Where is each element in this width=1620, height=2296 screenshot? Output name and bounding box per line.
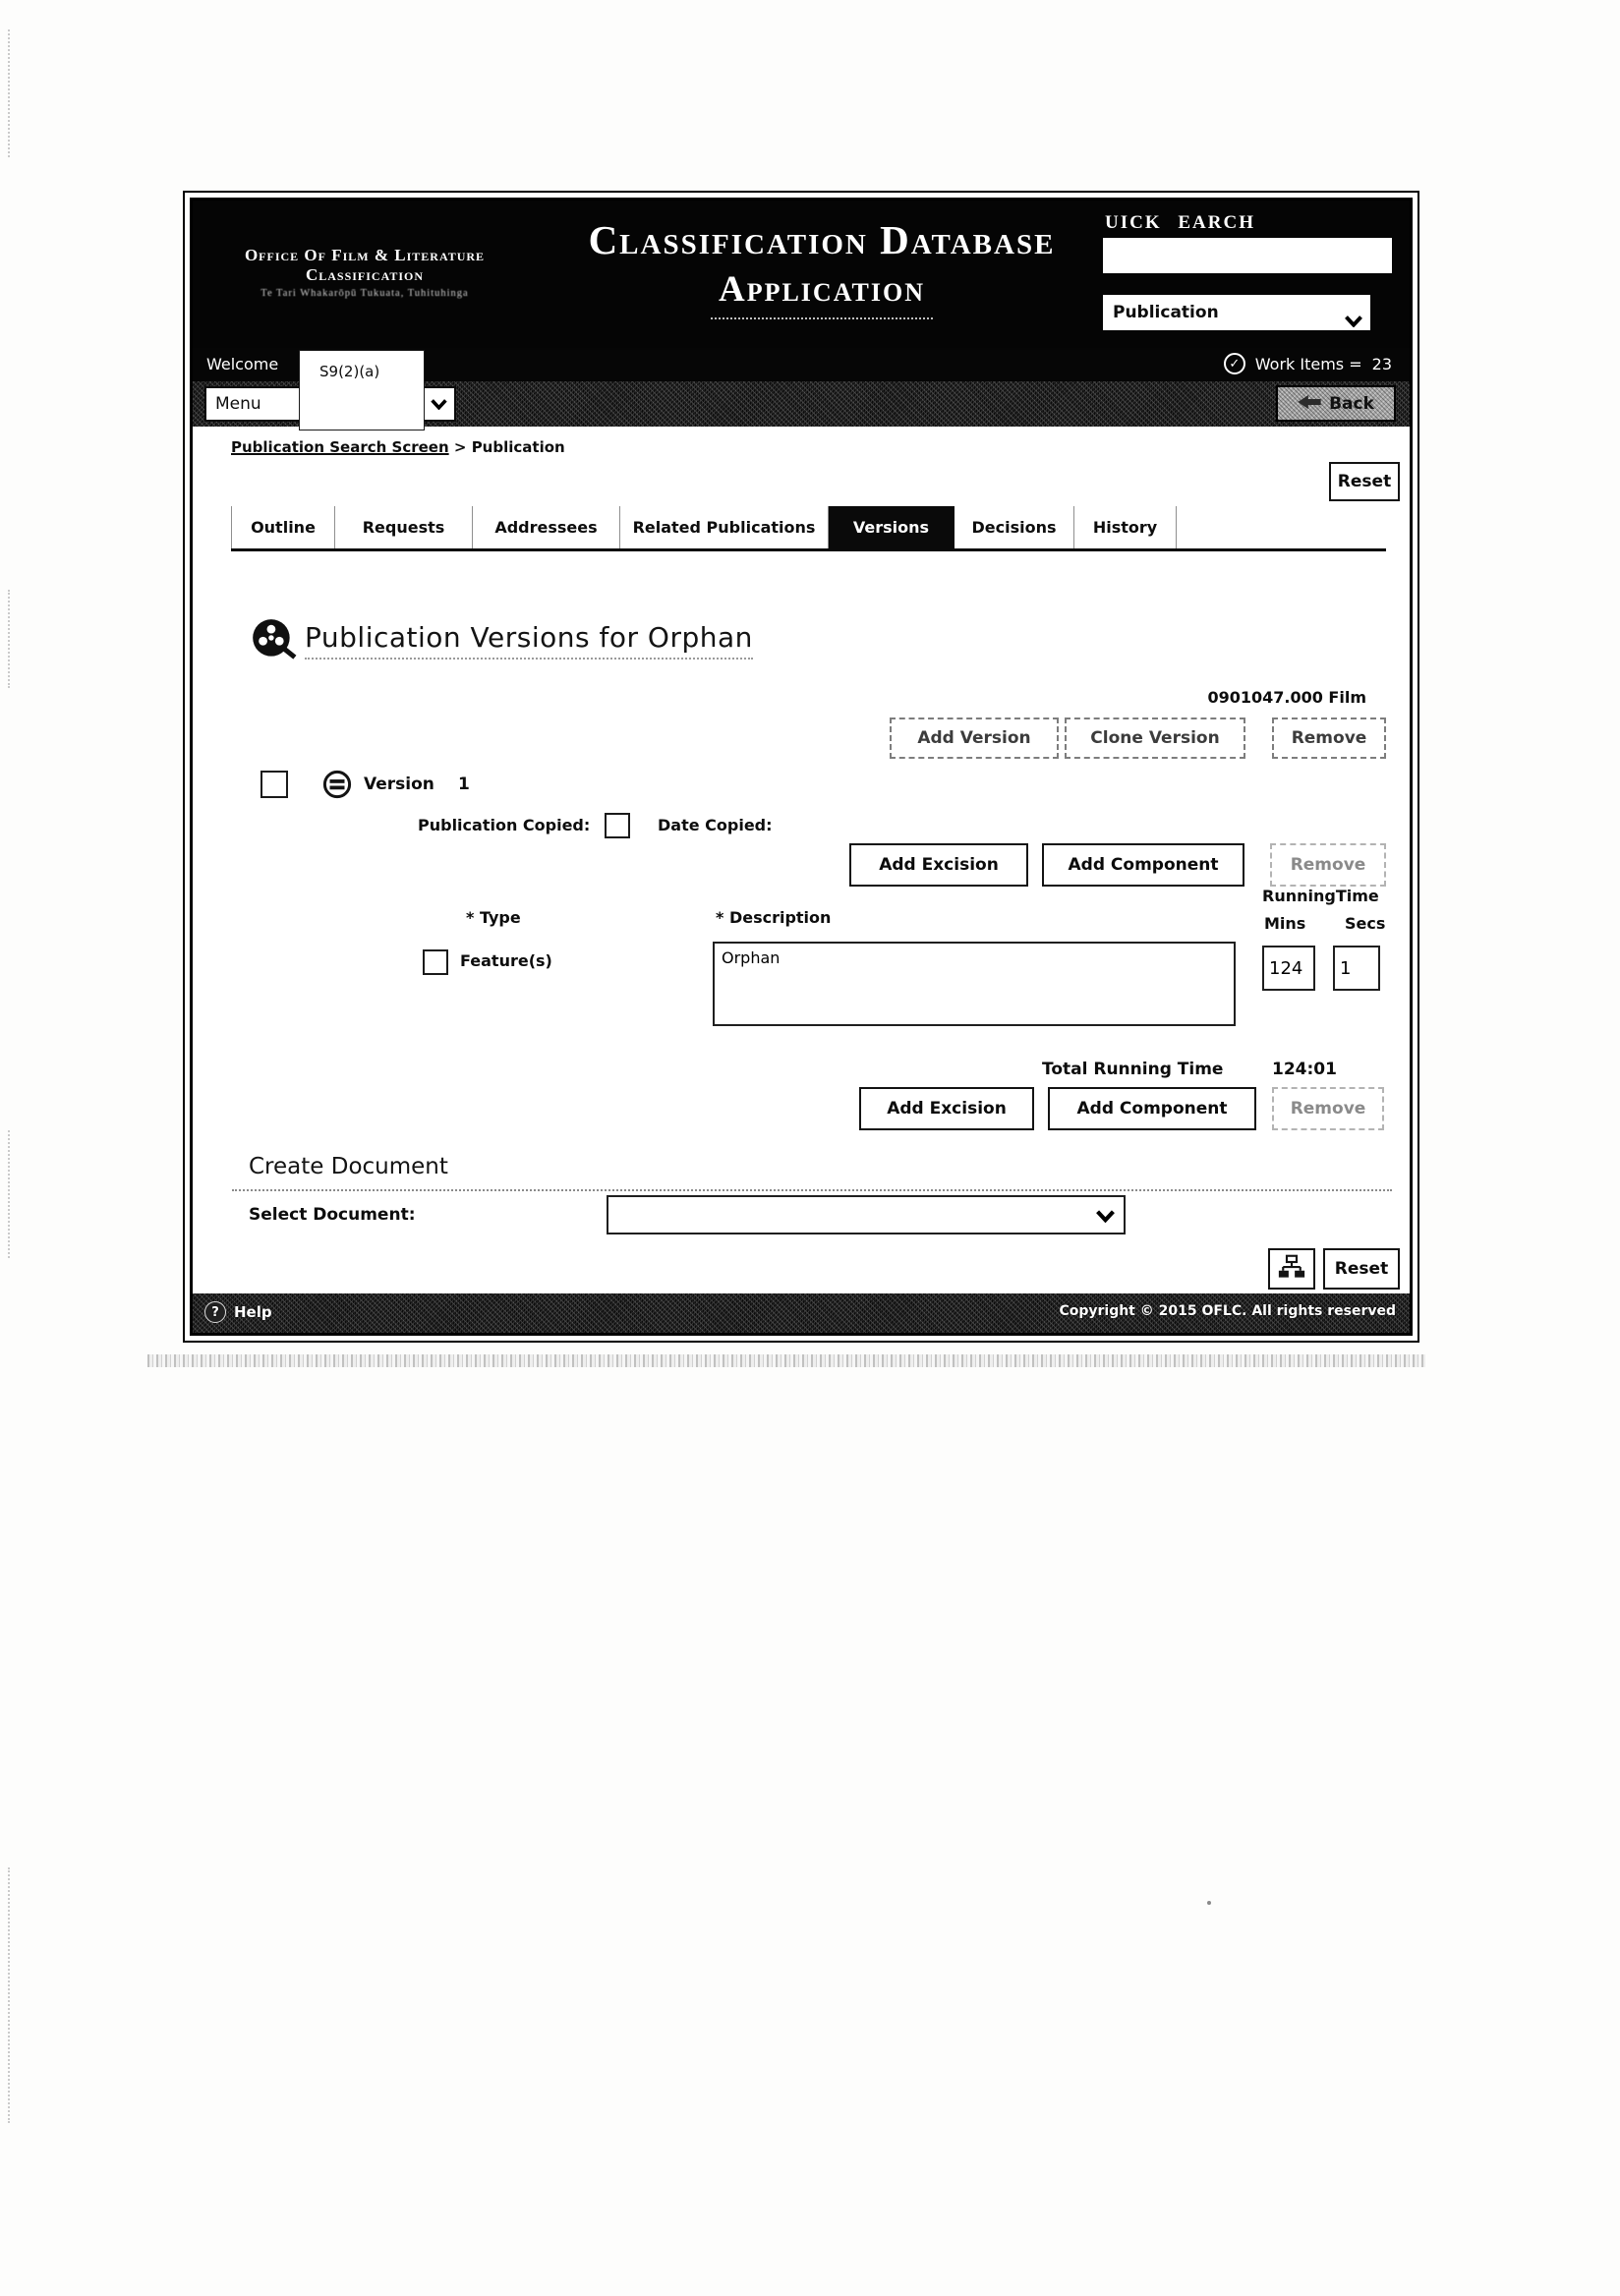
help-button[interactable] — [204, 1301, 272, 1323]
tab-decisions[interactable]: Decisions — [955, 506, 1074, 548]
tab-history[interactable]: History — [1074, 506, 1177, 548]
tab-bar — [231, 506, 1177, 548]
total-running-time-label: Total Running Time — [1042, 1060, 1224, 1079]
redaction-label: S9(2)(a) — [319, 363, 380, 380]
chevron-down-icon — [421, 388, 454, 420]
select-document-dropdown[interactable] — [607, 1195, 1126, 1234]
breadcrumb-separator: > — [453, 438, 467, 456]
chevron-down-icon — [1096, 1208, 1115, 1227]
quick-search-panel — [1103, 210, 1390, 330]
welcome-bar — [193, 348, 1410, 381]
mins-input[interactable] — [1262, 946, 1315, 991]
section-divider — [232, 1189, 1392, 1191]
description-textarea[interactable] — [713, 942, 1236, 1026]
type-column-header: * Type — [466, 908, 521, 927]
create-document-heading: Create Document — [249, 1154, 448, 1179]
back-button-label: Back — [1329, 393, 1374, 414]
add-excision-button[interactable]: Add Excision — [849, 843, 1028, 887]
work-items-label: Work Items = — [1254, 354, 1362, 373]
reset-button-top[interactable]: Reset — [1329, 462, 1400, 501]
remove-component-button: Remove — [1270, 843, 1386, 887]
feature-type-label: Feature(s) — [460, 951, 552, 970]
work-items-count: 23 — [1371, 354, 1392, 373]
help-icon: ? — [204, 1301, 226, 1323]
app-footer — [193, 1293, 1410, 1333]
breadcrumb-link-publication-search[interactable]: Publication Search Screen — [231, 438, 449, 456]
org-chart-icon — [1277, 1254, 1306, 1284]
tab-requests[interactable]: Requests — [335, 506, 473, 548]
org-subtitle: Te Tari Whakarōpū Tukuata, Tuhituhinga — [260, 288, 469, 299]
quick-search-category-value: Publication — [1113, 303, 1219, 322]
application-window — [183, 191, 1419, 1343]
tab-underline — [231, 548, 1386, 551]
film-reel-icon — [249, 615, 298, 668]
org-name-line2: Classification — [305, 265, 425, 284]
version-number: 1 — [458, 775, 470, 794]
scan-artifact-line — [8, 1867, 10, 2123]
welcome-label: Welcome — [206, 355, 279, 373]
tab-outline[interactable]: Outline — [231, 506, 335, 548]
app-title-line2: Application — [711, 265, 933, 319]
back-button[interactable] — [1276, 385, 1396, 422]
feature-type-checkbox[interactable] — [423, 949, 448, 975]
chevron-down-icon — [1345, 305, 1362, 340]
date-copied-label: Date Copied: — [658, 816, 773, 834]
secs-header: Secs — [1345, 914, 1386, 933]
remove-button-bottom: Remove — [1272, 1087, 1384, 1130]
check-circle-icon: ✓ — [1224, 353, 1245, 374]
running-time-header: RunningTime — [1262, 887, 1379, 905]
add-excision-button-bottom[interactable]: Add Excision — [859, 1087, 1034, 1130]
select-document-label: Select Document: — [249, 1205, 416, 1225]
scan-artifact-line — [8, 29, 10, 157]
quick-search-category-select[interactable] — [1103, 295, 1370, 330]
menu-dropdown-value: Menu — [215, 394, 261, 414]
copyright-text: Copyright © 2015 OFLC. All rights reserved — [1059, 1303, 1396, 1319]
scan-artifact-line — [8, 590, 10, 688]
publication-copied-label: Publication Copied: — [418, 816, 591, 834]
app-title-line1: Classification Database — [588, 217, 1056, 262]
publication-copied-checkbox[interactable] — [605, 813, 630, 838]
publication-reference: 0901047.000 Film — [1207, 688, 1366, 707]
quick-search-input[interactable] — [1103, 238, 1392, 273]
redacted-username — [299, 350, 425, 430]
tab-addressees[interactable]: Addressees — [473, 506, 620, 548]
reset-button-bottom[interactable]: Reset — [1323, 1248, 1400, 1290]
breadcrumb-current: Publication — [471, 438, 565, 456]
collapse-circle-icon[interactable] — [322, 770, 352, 803]
add-component-button[interactable]: Add Component — [1042, 843, 1244, 887]
scan-artifact-dot — [1207, 1901, 1211, 1905]
add-version-button[interactable]: Add Version — [890, 718, 1059, 759]
application-frame — [190, 198, 1413, 1336]
app-header — [193, 201, 1410, 348]
clone-version-button[interactable]: Clone Version — [1065, 718, 1245, 759]
total-running-time-value: 124:01 — [1272, 1060, 1337, 1079]
help-label: Help — [234, 1303, 272, 1321]
quick-search-label: UICK EARCH — [1105, 212, 1255, 233]
scan-artifact-smudge — [147, 1354, 1425, 1367]
content-area — [193, 427, 1410, 1303]
version-select-checkbox[interactable] — [260, 771, 288, 798]
org-name-line1: Office Of Film & Literature — [244, 246, 486, 264]
breadcrumb — [231, 438, 565, 456]
tab-related-publications[interactable]: Related Publications — [620, 506, 829, 548]
description-column-header: * Description — [716, 908, 832, 927]
add-component-button-bottom[interactable]: Add Component — [1048, 1087, 1256, 1130]
scan-artifact-line — [8, 1130, 10, 1258]
work-items-indicator[interactable] — [1224, 353, 1392, 374]
back-arrow-icon — [1298, 394, 1321, 414]
document-structure-button[interactable] — [1268, 1248, 1315, 1290]
oflc-logo — [202, 246, 527, 299]
remove-version-button[interactable]: Remove — [1272, 718, 1386, 759]
version-label: Version — [364, 775, 434, 794]
secs-input[interactable] — [1333, 946, 1380, 991]
tab-versions[interactable]: Versions — [829, 506, 955, 548]
mins-header: Mins — [1264, 914, 1306, 933]
select-document-value — [608, 1205, 616, 1224]
page-title: Publication Versions for Orphan — [305, 621, 753, 660]
app-title — [527, 214, 1117, 319]
